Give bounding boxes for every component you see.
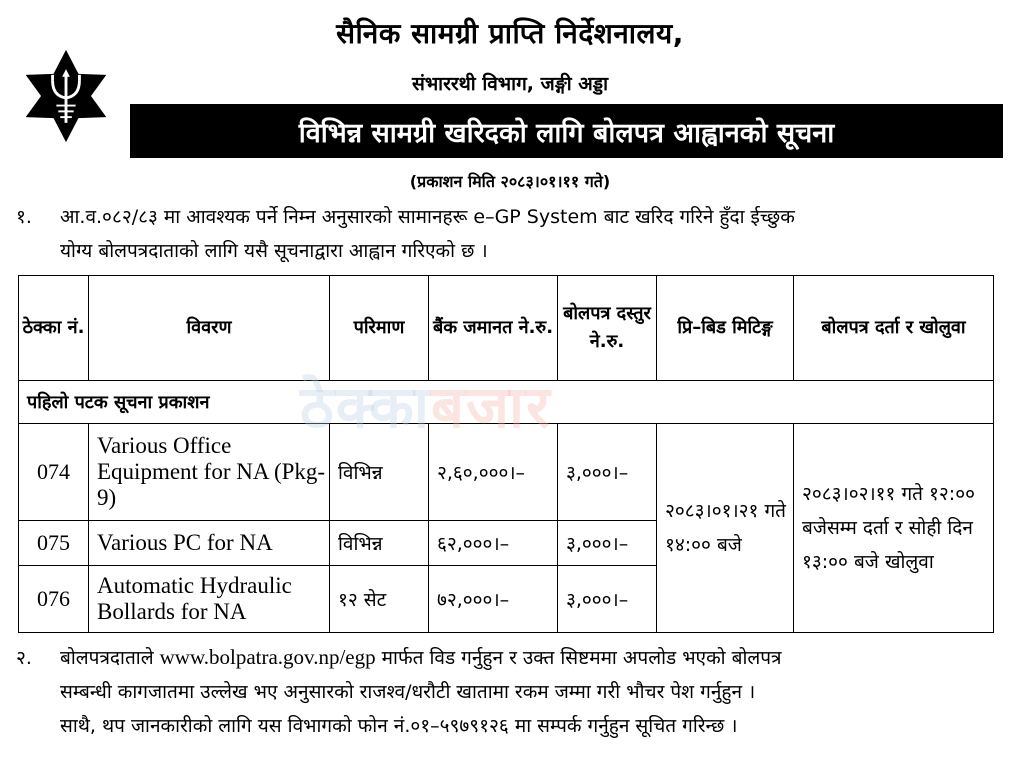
watermark-part-2: बजार [430, 373, 552, 441]
paragraph-2-line-1-rest: मार्फत विड गर्नुहुन र उक्त सिष्टममा अपलोड भएको बोलपत्र [381, 647, 782, 669]
header-contract-no: ठेक्का नं. [19, 276, 89, 381]
paragraph-2-line-2: सम्बन्धी कागजातमा उल्लेख भए अनुसारको राजश्व/धरौटी खातामा रकम जम्मा गरी भौचर पेश गर्नुहुन । [60, 681, 756, 703]
bolpatra-link[interactable]: www.bolpatra.gov.np/egp [159, 645, 376, 669]
header-pre-bid: प्रि–बिड मिटिङ्ग [657, 276, 794, 381]
paragraph-2-prefix: बोलपत्रदाताले [60, 647, 154, 669]
item-quantity: विभिन्न [330, 424, 429, 521]
paragraph-1 [16, 200, 996, 268]
paragraph-1-number: १. [16, 206, 32, 228]
paragraph-2-number: २. [16, 647, 32, 669]
section-row [19, 381, 994, 424]
notice-title-banner [130, 104, 1003, 158]
bank-guarantee: ६२,०००।– [429, 521, 558, 566]
item-description: Various Office Equipment for NA (Pkg-9) [89, 424, 330, 521]
paragraph-1-line-2: योग्य बोलपत्रदाताको लागि यसै सूचनाद्वारा आह्वान गरिएको छ । [60, 240, 488, 262]
registration-opening: २०८३।०२।११ गते १२:०० बजेसम्म दर्ता र सोही दिन १३:०० बजे खोलुवा [794, 424, 994, 633]
item-description: Various PC for NA [89, 521, 330, 566]
nepal-army-star-emblem-icon [18, 48, 114, 144]
table-row [19, 424, 994, 521]
header-description: विवरण [89, 276, 330, 381]
tender-table [18, 275, 994, 633]
pre-bid-meeting: २०८३।०१।२१ गते १४:०० बजे [657, 424, 794, 633]
publication-date: (प्रकाशन मिति २०८३।०१।११ गते) [409, 172, 611, 191]
header-registration: बोलपत्र दर्ता र खोलुवा [794, 276, 994, 381]
table-header-row [19, 276, 994, 381]
header-bank-guarantee: बैंक जमानत ने.रु. [429, 276, 558, 381]
department-name: संभाररथी विभाग, जङ्गी अड्डा [411, 73, 609, 95]
tender-fee: ३,०००।– [558, 566, 657, 633]
item-quantity: विभिन्न [330, 521, 429, 566]
contract-no: 076 [19, 566, 89, 633]
bank-guarantee: ७२,०००।– [429, 566, 558, 633]
contract-no: 075 [19, 521, 89, 566]
paragraph-2 [16, 640, 996, 743]
contract-no: 074 [19, 424, 89, 521]
paragraph-2-line-3: साथै, थप जानकारीको लागि यस विभागको फोन नं.०१–५९७९१२६ मा सम्पर्क गर्नुहुन सूचित गरिन्छ । [60, 715, 738, 737]
org-name: सैनिक सामग्री प्राप्ति निर्देशनालय, [336, 17, 684, 50]
tender-fee: ३,०००।– [558, 521, 657, 566]
paragraph-1-line-1: आ.व.०८२/८३ मा आवश्यक पर्ने निम्न अनुसारको सामानहरू e–GP System बाट खरिद गरिने हुँदा ईच्छुक [60, 206, 795, 228]
watermark-part-1: ठेक्का [300, 373, 431, 441]
header-tender-fee: बोलपत्र दस्तुर ने.रु. [558, 276, 657, 381]
bank-guarantee: २,६०,०००।– [429, 424, 558, 521]
item-quantity: १२ सेट [330, 566, 429, 633]
item-description: Automatic Hydraulic Bollards for NA [89, 566, 330, 633]
notice-title: विभिन्न सामग्री खरिदको लागि बोलपत्र आह्वानको सूचना [298, 117, 835, 149]
tender-fee: ३,०००।– [558, 424, 657, 521]
section-label: पहिलो पटक सूचना प्रकाशन [19, 381, 994, 424]
header-quantity: परिमाण [330, 276, 429, 381]
